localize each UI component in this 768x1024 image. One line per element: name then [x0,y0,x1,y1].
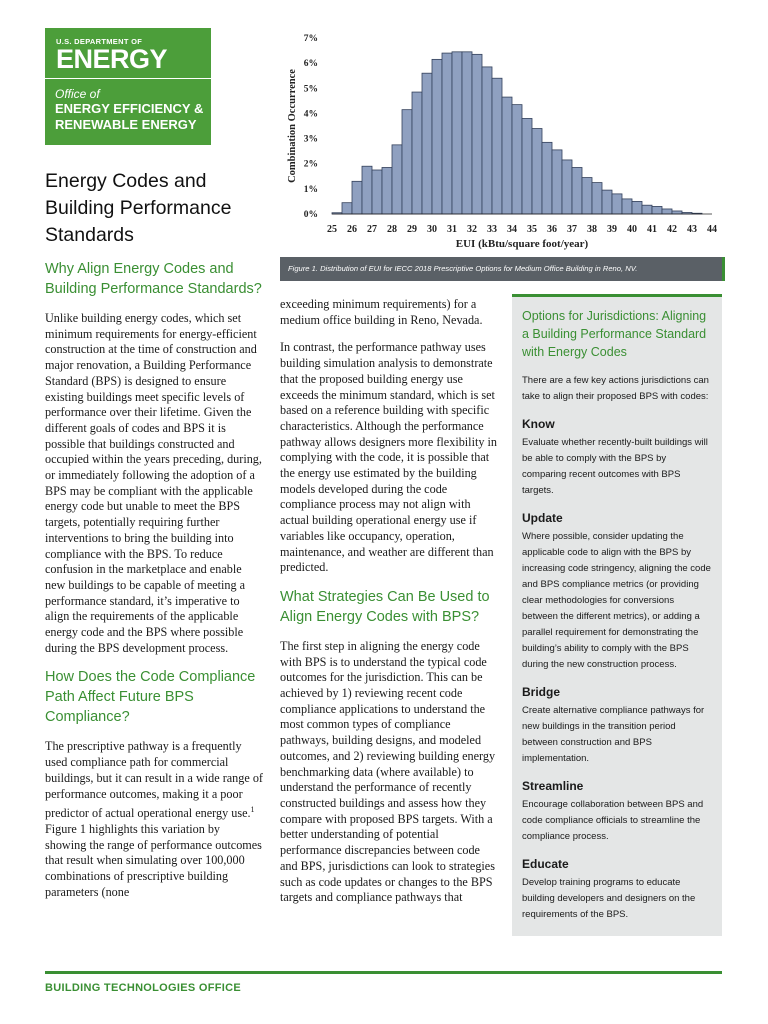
histogram-bar [632,201,642,214]
sidebar-title: Options for Jurisdictions: Aligning a Building Performance Standard with Energy Codes [522,309,707,359]
histogram-bar [472,54,482,214]
logo-department: U.S. DEPARTMENT OF [56,37,143,46]
x-tick-label: 39 [607,224,617,235]
sidebar-text: Encourage collaboration between BPS and code compliance officials to streamline the compliance process. [522,799,704,842]
histogram-bar [462,52,472,214]
histogram-bar [622,199,632,214]
x-tick-label: 33 [487,224,497,235]
sidebar-item-know [522,417,712,499]
x-tick-label: 43 [687,224,697,235]
heading-compliance-path: How Does the Code Compliance Path Affect Future BPS Compliance? [45,669,256,726]
histogram-bar [442,53,452,214]
histogram-bar [642,205,652,214]
histogram-bar [342,203,352,214]
sidebar-intro: There are a few key actions jurisdictions can take to align their proposed BPS with codes: [522,375,709,402]
histogram-bar [392,145,402,214]
y-tick-label: 5% [303,84,318,95]
x-tick-label: 35 [527,224,537,235]
histogram-bar [602,190,612,214]
histogram-bar [502,97,512,214]
sidebar-heading: Educate [522,857,569,871]
histogram-bar [452,52,462,214]
y-axis-title: Combination Occurrence [287,69,298,183]
sidebar-item-bridge [522,685,712,767]
x-tick-label: 44 [707,224,717,235]
x-tick-label: 29 [407,224,417,235]
x-tick-label: 40 [627,224,637,235]
compliance-path-text-b: Figure 1 highlights this variation by showing the range of performance outcomes that result when simulating over 100,000 combinations of prescriptive building parameters (none [45,822,262,899]
heading-strategies: What Strategies Can Be Used to Align Energy Codes with BPS? [280,588,490,625]
histogram-bar [372,170,382,214]
footer-rule [45,971,722,974]
sidebar-text: Develop training programs to educate building developers and designers on the requirements of the BPS. [522,877,696,920]
figure-caption: Figure 1. Distribution of EUI for IECC 2018 Prescriptive Options for Medium Office Building in Reno, NV. [280,257,722,281]
logo-office-of: Office of [55,87,100,101]
histogram-bar [382,167,392,214]
logo-office-block [45,79,211,133]
column-1 [45,259,263,901]
histogram-bar [652,206,662,214]
x-tick-label: 28 [387,224,397,235]
footer-office-name: BUILDING TECHNOLOGIES OFFICE [45,982,242,994]
footnote-marker: 1 [250,805,255,815]
histogram-bar [592,183,602,214]
paragraph-strategies: The first step in aligning the energy code with BPS is to understand the typical code outcomes for the jurisdiction. This can be achieved by 1) reviewing recent code compliance applications to understand the most common types of compliance pathways, building designs, and modeled outcomes, and 2) reviewing building energy benchmarking data (where available) to understand the performance of recently constructed buildings and assess how they compare with proposed BPS targets. With a better understanding of potential performance discrepancies between code and BPS, jurisdictions can look to strategies such as code updates or changes to the BPS targets and compliance pathways that [280,638,496,905]
histogram-bar [572,167,582,214]
histogram-bar [672,211,682,214]
caption-accent [722,257,725,281]
histogram-bar [402,110,412,214]
x-tick-label: 36 [547,224,557,235]
sidebar-text: Create alternative compliance pathways for new buildings in the transition period between construction and BPS implementation. [522,705,705,764]
histogram-bar [492,78,502,214]
x-tick-label: 31 [447,224,457,235]
compliance-path-text-a: The prescriptive pathway is a frequently used compliance path for commercial buildings, but it can result in a wide range of performance outcomes, making it a poor predictor of actual operational energy use. [45,739,263,821]
y-tick-label: 3% [303,134,318,145]
x-tick-label: 32 [467,224,477,235]
logo-line-1: ENERGY EFFICIENCY & [55,101,204,116]
sidebar-heading: Know [522,417,555,431]
paragraph-continued: exceeding minimum requirements) for a medium office building in Reno, Nevada. [280,297,483,327]
x-tick-label: 34 [507,224,517,235]
logo-line-2: RENEWABLE ENERGY [55,117,197,132]
sidebar-text: Evaluate whether recently-built buildings will be able to comply with the BPS by comparing recent outcomes with BPS targets. [522,437,708,496]
histogram-bar [352,181,362,214]
histogram-bar [512,105,522,214]
sidebar-item-update [522,511,712,673]
x-tick-label: 30 [427,224,437,235]
histogram-bar [542,142,552,214]
histogram-bar [662,209,672,214]
paragraph-compliance-path [45,739,263,900]
eui-distribution-chart [280,28,725,260]
doe-eere-logo [45,28,211,145]
sidebar-heading: Update [522,511,563,525]
histogram-bar [522,118,532,214]
y-tick-label: 7% [303,34,318,44]
sidebar-heading: Streamline [522,779,584,793]
column-2 [280,297,498,906]
x-tick-label: 41 [647,224,657,235]
histogram-bar [422,73,432,214]
x-tick-label: 25 [327,224,337,235]
x-tick-label: 27 [367,224,377,235]
logo-department-block [45,28,211,79]
x-axis-title: EUI (kBtu/square foot/year) [455,238,589,250]
y-tick-label: 0% [303,210,318,220]
sidebar-heading: Bridge [522,685,561,699]
x-tick-label: 38 [587,224,597,235]
y-tick-label: 6% [303,59,318,70]
sidebar-text: Where possible, consider updating the applicable code to align with the BPS by increasing code stringency, aligning the code and BPS compliance metrics (or providing clear methodologies for conversions between the different metrics), or adding a parallel requirement for demonstrating the building’s ability to comply with the BPS during the new construction process. [522,531,711,670]
histogram-bar [482,67,492,214]
histogram-bar [552,150,562,214]
x-tick-label: 37 [567,224,577,235]
y-tick-label: 1% [303,184,318,195]
x-tick-label: 26 [347,224,357,235]
histogram-bar [532,129,542,214]
paragraph-why-align: Unlike building energy codes, which set minimum requirements for energy-efficient construction at the time of construction and major renovation, a Building Performance Standard (BPS) is designed to ensure existing buildings meet specific levels of performance over their lifetime. Given the different goals of codes and BPS it is possible that buildings constructed and occupied within the years preceding, during, or immediately following the adoption of a BPS may be compliant with the applicable energy code but unable to meet the BPS targets, potentially requiring further interventions to bring the building into compliance with the BPS. To reduce confusion in the marketplace and enable new buildings to be capable of meeting a performance standard, it’s imperative to align the requirements of the applicable energy code and the BPS where possible during the BPS development process. [45,311,262,655]
y-tick-label: 2% [303,159,318,170]
histogram-bar [432,59,442,214]
histogram-bar [612,194,622,214]
x-tick-label: 42 [667,224,677,235]
logo-energy: ENERGY [56,44,168,74]
paragraph-performance-pathway: In contrast, the performance pathway uses building simulation analysis to demonstrate that the proposed building energy use exceeds the minimum standard, which is set based on a reference building with specific characteristics. Although the performance pathway allows designers more flexibility in complying with the code, it is possible that the energy use estimated by the building models developed during the code compliance process may not align with actual building operational energy use if variables like occupancy, operation, maintenance, and weather are different than predicted. [280,340,497,575]
histogram-bar [362,166,372,214]
sidebar-item-streamline [522,779,712,845]
document-title: Energy Codes and Building Performance Standards [45,170,232,246]
heading-why-align: Why Align Energy Codes and Building Performance Standards? [45,261,262,297]
histogram-bar [412,92,422,214]
histogram-bar [562,160,572,214]
sidebar-item-educate [522,857,712,923]
options-sidebar [512,294,722,936]
histogram-bar [582,178,592,214]
y-tick-label: 4% [303,109,318,120]
